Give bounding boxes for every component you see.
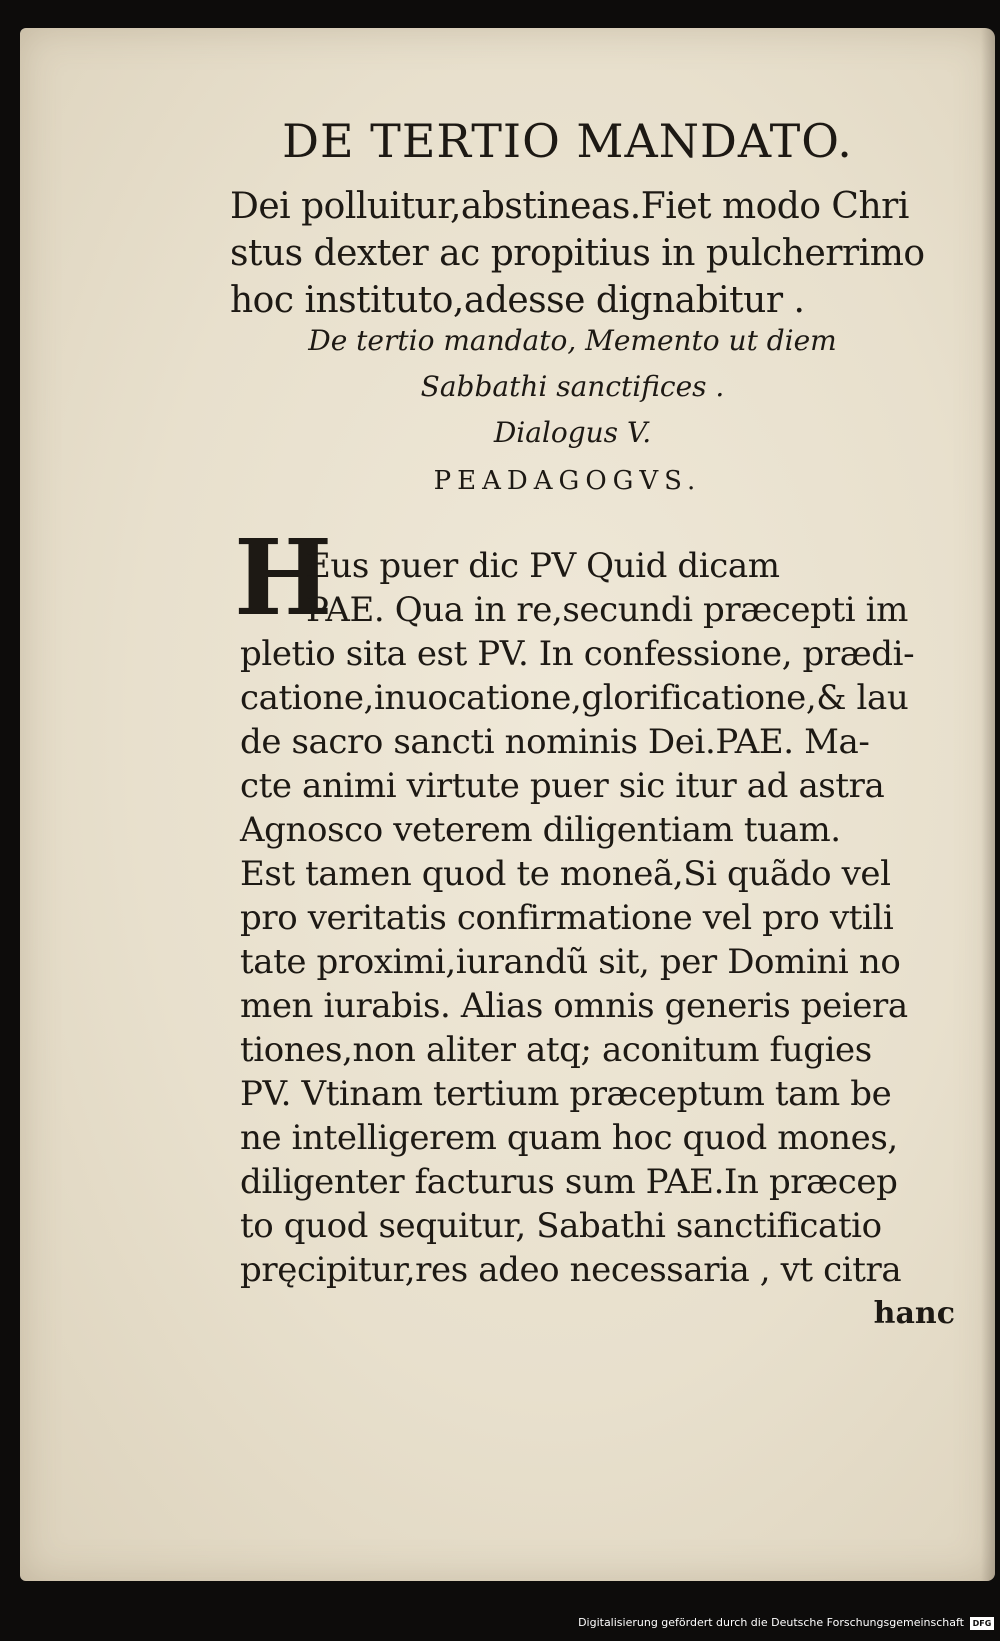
- body-line: Agnosco veterem diligentiam tuam.: [240, 810, 841, 850]
- body-line: pro veritatis confirmatione vel pro vtili: [240, 898, 894, 938]
- body-line: tiones,non aliter atq; aconitum fugies: [240, 1030, 872, 1070]
- dfg-logo-icon: DFG: [970, 1617, 994, 1630]
- book-page: [20, 28, 995, 1581]
- body-line: to quod sequitur, Sabathi sanctificatio: [240, 1206, 882, 1246]
- body-line: PAE. Qua in re,secundi præcepti im: [306, 590, 908, 630]
- body-line: Eus puer dic PV Quid dicam: [306, 546, 780, 586]
- body-line: men iurabis. Alias omnis generis peiera: [240, 986, 908, 1026]
- intro-line: hoc instituto,adesse dignabitur .: [230, 280, 805, 321]
- body-line: pręcipitur,res adeo necessaria , vt citra: [240, 1250, 902, 1290]
- body-line: diligenter facturus sum PAE.In præcep: [240, 1162, 898, 1202]
- intro-line: stus dexter ac propitius in pulcherrimo: [230, 233, 925, 274]
- body-line: Est tamen quod te moneã,Si quãdo vel: [240, 854, 891, 894]
- footer-bar: [0, 1610, 1000, 1641]
- speaker-heading: PEADAGOGVS.: [433, 466, 702, 496]
- body-line: pletio sita est PV. In confessione, prædi-: [240, 634, 915, 674]
- body-line: de sacro sancti nominis Dei.PAE. Ma-: [240, 722, 870, 762]
- section-heading-line: Sabbathi sanctifices .: [420, 370, 725, 403]
- drop-cap: H: [234, 516, 333, 639]
- running-head: DE TERTIO MANDATO.: [282, 114, 853, 168]
- body-line: catione,inuocatione,glorificatione,& lau: [240, 678, 909, 718]
- intro-line: Dei polluitur,abstineas.Fiet modo Chri: [230, 186, 909, 227]
- section-heading-line: De tertio mandato, Memento ut diem: [308, 324, 837, 357]
- body-line: ne intelligerem quam hoc quod mones,: [240, 1118, 898, 1158]
- catchword: hanc: [873, 1296, 955, 1331]
- body-line: cte animi virtute puer sic itur ad astra: [240, 766, 885, 806]
- body-line: PV. Vtinam tertium præceptum tam be: [240, 1074, 892, 1114]
- body-line: tate proximi,iurandũ sit, per Domini no: [240, 942, 901, 982]
- dialogue-number: Dialogus V.: [493, 416, 652, 449]
- page-edge-shadow: [981, 28, 995, 1581]
- funding-credit: Digitalisierung gefördert durch die Deutsche Forschungsgemeinschaft: [578, 1616, 964, 1629]
